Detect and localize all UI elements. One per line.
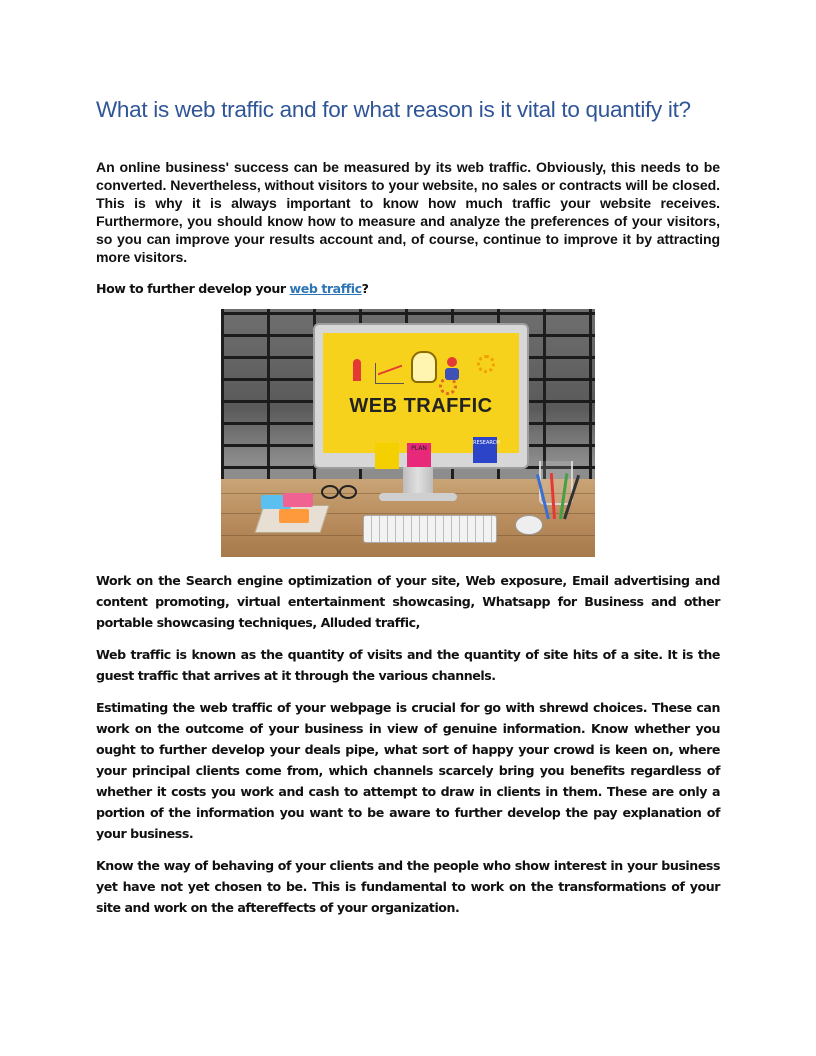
body-paragraph-1: Work on the Search engine optimization of your site, Web exposure, Email advertising and content promoting, virtual entertainment showcasing, Whatsapp for Business and other portable showcasing techniques, Alluded traffic,	[96, 573, 720, 630]
sticky-pad-orange	[279, 509, 309, 523]
monitor	[313, 323, 529, 469]
web-traffic-link[interactable]: web traffic	[289, 281, 362, 296]
sticky-note-yellow	[375, 443, 399, 469]
lightbulb-icon	[411, 351, 437, 383]
gear-icon	[477, 355, 495, 373]
monitor-base	[379, 493, 457, 501]
growth-chart-icon	[375, 363, 404, 384]
question-prefix: How to further develop your	[96, 281, 290, 296]
keyboard	[363, 515, 497, 543]
rocket-icon	[353, 359, 361, 381]
body-paragraph-4: Know the way of behaving of your clients and the people who show interest in your business yet have not yet chosen to be. This is fundamental to work on the transformations of your site and work on the aftereffects of your organization.	[96, 858, 720, 915]
monitor-stand	[403, 467, 433, 495]
document-page	[96, 0, 720, 1056]
question-suffix: ?	[361, 281, 369, 296]
body-paragraph-3: Estimating the web traffic of your webpage is crucial for go with shrewd choices. These can work on the outcome of your business in view of genuine information. Know whether you ought to further develop your deals pipe, what sort of happy your crowd is keen on, where your principal clients come from, which channels scarcely bring you benefits regardless of whether it costs you work and cash to attempt to draw in clients in them. These are only a portion of the information you want to be aware to further develop the pay explanation of your business.	[96, 700, 720, 841]
sticky-note-blue: RESEARCH	[473, 437, 497, 463]
glasses	[321, 485, 357, 497]
mouse	[515, 515, 543, 535]
intro-paragraph: An online business' success can be measured by its web traffic. Obviously, this needs to be converted. Nevertheless, without visitors to your website, no sales or contracts will be closed. This is why it is always important to know how much traffic your website receives. Furthermore, you should know how to measure and analyze the preferences of your visitors, so you can improve your results account and, of course, continue to improve it by attracting more visitors.	[96, 159, 720, 266]
body-paragraph-2: Web traffic is known as the quantity of visits and the quantity of site hits of a site. It is the guest traffic that arrives at it through the various channels.	[96, 647, 720, 683]
section-question	[96, 278, 720, 299]
web-traffic-image	[221, 309, 595, 557]
person-icon	[447, 357, 457, 367]
screen-heading: WEB TRAFFIC	[349, 395, 493, 417]
monitor-screen	[323, 333, 519, 453]
page-title: What is web traffic and for what reason is it vital to quantify it?	[96, 97, 691, 122]
sticky-note-pink: PLAN	[407, 443, 431, 469]
sticky-pad-pink	[283, 493, 313, 507]
